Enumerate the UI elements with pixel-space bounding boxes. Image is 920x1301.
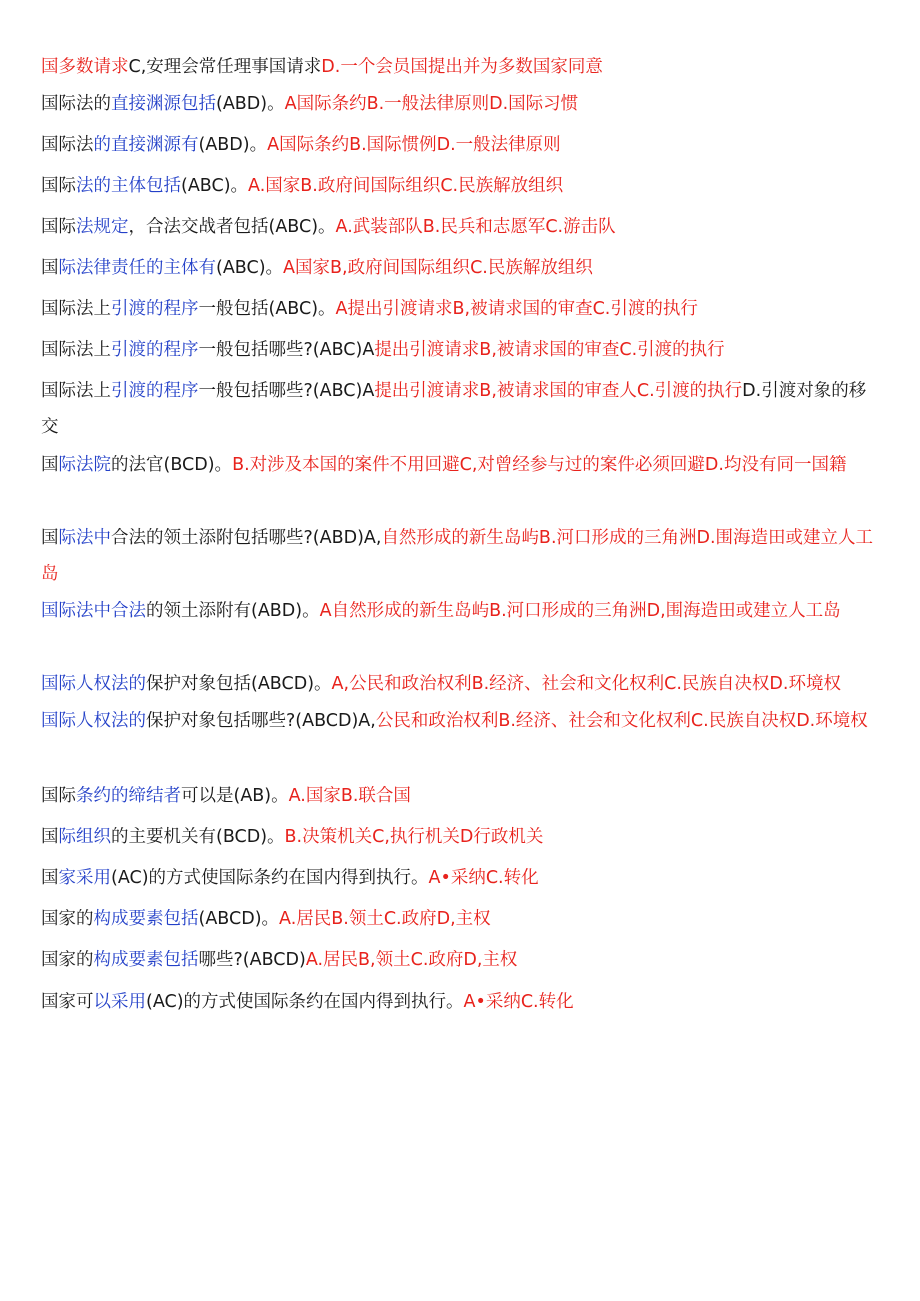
text-segment: 一般包括哪些?(ABC)A [198, 340, 375, 360]
text-segment: 国际 [41, 786, 76, 806]
text-segment: 法的主体包括 [76, 176, 181, 196]
text-segment: 际法中 [58, 528, 111, 548]
text-line [41, 984, 883, 1020]
text-segment: (ABC)。 [216, 258, 284, 278]
text-segment: A国际条约B.国际惯例D.一般法律原则 [267, 135, 561, 155]
text-line [41, 86, 883, 122]
text-segment: 国多数请求 [41, 57, 129, 77]
text-segment: 提出引渡请求B,被请求国的审查人C.引渡的执行 [374, 381, 743, 401]
text-segment: A国家B,政府间国际组织C.民族解放组织 [283, 258, 593, 278]
text-segment: 哪些?(ABCD) [198, 950, 306, 970]
text-segment: 国 [41, 258, 59, 278]
text-line [41, 250, 883, 286]
text-segment: B.对涉及本国的案件不用回避C,对曾经参与过的案件必须回避D.均没有同一国籍 [232, 455, 847, 475]
text-segment: 国际法的 [41, 94, 111, 114]
text-segment: 国家可 [41, 992, 94, 1012]
text-line [41, 49, 883, 85]
text-segment: 国家的 [41, 950, 94, 970]
text-line [41, 373, 883, 445]
text-segment: 国 [41, 868, 59, 888]
text-segment: 国家的 [41, 909, 94, 929]
text-segment: ，合法交战者包括(ABC)。 [128, 217, 336, 237]
text-segment: 保护对象包括(ABCD)。 [146, 674, 332, 694]
text-segment: 际法律责任的主体有 [58, 258, 216, 278]
text-segment: 直接渊源包括 [111, 94, 216, 114]
text-segment: 公民和政治权利B.经济、社会和文化权利C.民族自决权D.环境权 [375, 711, 868, 731]
text-line [41, 209, 883, 245]
text-line [41, 703, 883, 739]
text-segment: 提出引渡请求B,被请求国的审查C.引渡的执行 [374, 340, 725, 360]
text-segment: 引渡的程序 [111, 299, 199, 319]
text-segment: 国际法中合法 [41, 601, 146, 621]
text-segment: 自然形成的新生岛屿B.河口形成的三角洲D.围海造田或建立人工岛 [41, 528, 874, 584]
text-segment: 以采用 [93, 992, 146, 1012]
text-segment: 引渡的程序 [111, 340, 199, 360]
text-segment: A.居民B,领土C.政府D,主权 [305, 950, 518, 970]
text-segment: D.一个会员国提出并为多数国家同意 [321, 57, 603, 77]
text-segment: 的领土添附有(ABD)。 [146, 601, 320, 621]
text-segment: 国际法上 [41, 299, 111, 319]
text-segment: 际法院 [58, 455, 111, 475]
text-segment: C,安理会常任理事国请求 [128, 57, 322, 77]
text-segment: (ABD)。 [198, 135, 268, 155]
text-segment: (ABD)。 [216, 94, 285, 114]
text-segment: (AC)的方式使国际条约在国内得到执行。 [111, 868, 429, 888]
text-segment: A.国家B.政府间国际组织C.民族解放组织 [248, 176, 564, 196]
text-segment: 国际 [41, 217, 76, 237]
text-segment: A国际条约B.一般法律原则D.国际习惯 [284, 94, 579, 114]
text-segment: 条约的缔结者 [76, 786, 181, 806]
text-segment: 可以是(AB)。 [181, 786, 289, 806]
text-segment: 引渡的程序 [111, 381, 199, 401]
text-line [41, 942, 883, 978]
text-segment: D.引渡对象的移交 [41, 381, 867, 437]
text-segment: 一般包括(ABC)。 [198, 299, 336, 319]
text-segment: 法规定 [76, 217, 129, 237]
text-segment: (ABC)。 [181, 176, 249, 196]
text-segment: A.居民B.领土C.政府D,主权 [279, 909, 491, 929]
text-segment: 国际法上 [41, 381, 111, 401]
text-segment: 合法的领土添附包括哪些?(ABD)A, [111, 528, 382, 548]
text-line [41, 860, 883, 896]
text-segment: 国 [41, 528, 59, 548]
text-line [41, 593, 883, 629]
text-line [41, 819, 883, 855]
text-segment: 国际人权法的 [41, 711, 146, 731]
text-segment: A,公民和政治权利B.经济、社会和文化权利C.民族自决权D.环境权 [331, 674, 841, 694]
text-line [41, 901, 883, 937]
text-segment: 家采用 [58, 868, 111, 888]
text-line [41, 778, 883, 814]
text-segment: 国际 [41, 176, 76, 196]
text-segment: 国际法 [41, 135, 94, 155]
text-segment: 的法官(BCD)。 [111, 455, 233, 475]
text-segment: B.决策机关C,执行机关D行政机关 [284, 827, 544, 847]
text-segment: 构成要素包括 [93, 909, 199, 929]
text-segment: (ABCD)。 [198, 909, 280, 929]
text-line [41, 332, 883, 368]
text-segment: A•采纳C.转化 [428, 868, 539, 888]
text-segment: 国际法上 [41, 340, 111, 360]
text-line [41, 447, 883, 483]
text-segment: A.武装部队B.民兵和志愿军C.游击队 [335, 217, 616, 237]
text-segment: 国 [41, 455, 59, 475]
text-segment: 构成要素包括 [93, 950, 199, 970]
text-segment: 国际人权法的 [41, 674, 146, 694]
text-line [41, 127, 883, 163]
text-segment: 的主要机关有(BCD)。 [111, 827, 285, 847]
text-segment: A提出引渡请求B,被请求国的审查C.引渡的执行 [335, 299, 698, 319]
text-line [41, 520, 883, 592]
text-line [41, 666, 883, 702]
text-segment: 保护对象包括哪些?(ABCD)A, [146, 711, 376, 731]
text-segment: 一般包括哪些?(ABC)A [198, 381, 375, 401]
text-line [41, 168, 883, 204]
text-segment: A自然形成的新生岛屿B.河口形成的三角洲D,围海造田或建立人工岛 [319, 601, 841, 621]
text-segment: (AC)的方式使国际条约在国内得到执行。 [146, 992, 464, 1012]
text-segment: A•采纳C.转化 [463, 992, 574, 1012]
text-segment: 际组织 [58, 827, 111, 847]
text-segment: A.国家B.联合国 [288, 786, 411, 806]
text-segment: 的直接渊源有 [93, 135, 199, 155]
text-line [41, 291, 883, 327]
text-segment: 国 [41, 827, 59, 847]
